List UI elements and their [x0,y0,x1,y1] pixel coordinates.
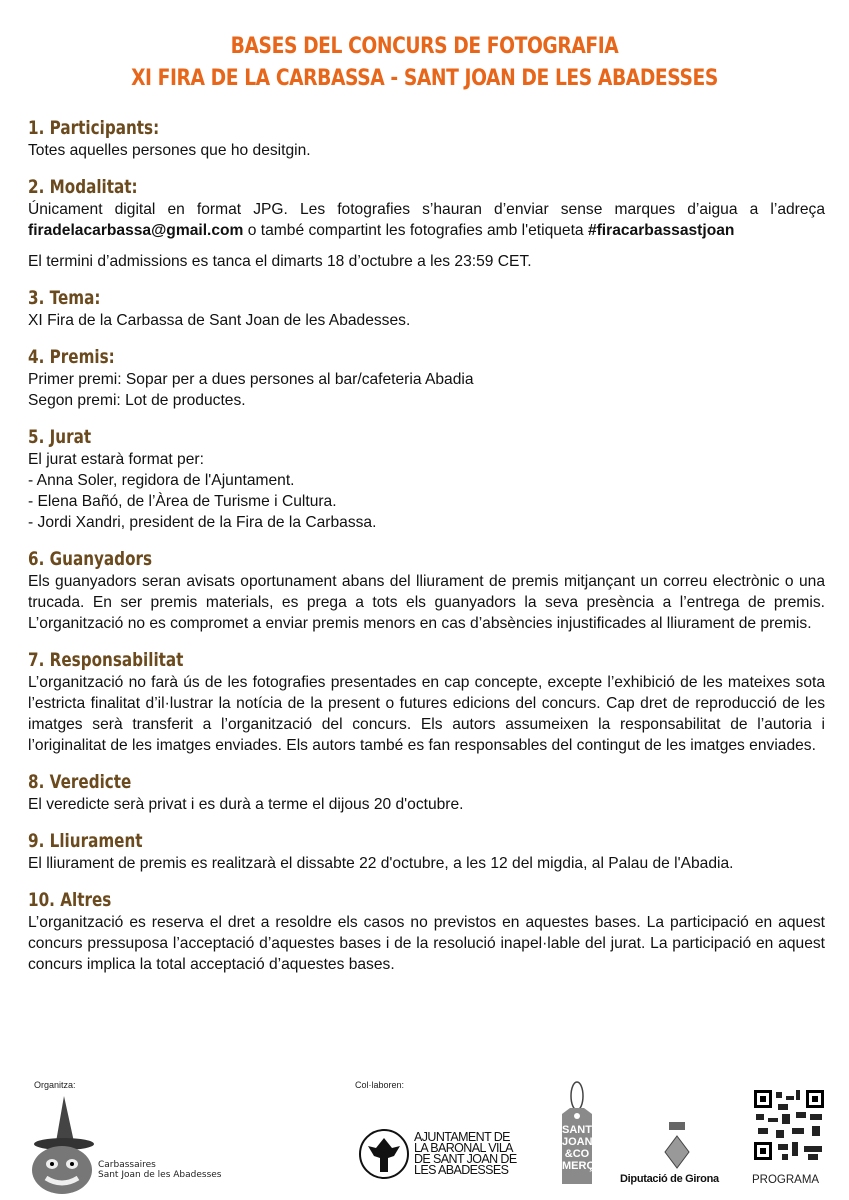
section-heading: 3. Tema: [28,287,101,309]
deadline-text: El termini d’admissions es tanca el dimarts 18 d’octubre a les 23:59 CET. [28,253,532,270]
section-heading: 8. Veredicte [28,771,132,793]
logo-text: DE SANT JOAN DE [414,1152,517,1166]
section-text [28,199,825,241]
organitza-label: Organitza: [34,1080,76,1090]
jury-line: - Anna Soler, regidora de l'Ajuntament. [28,472,295,489]
section-heading: 4. Premis: [28,346,115,368]
section-text: L’organització no farà ús de les fotografies presentades en cap concepte, excepte l’exhibició de les mateixes sota l’estricta finalitat d’il·lustrar la notícia de la present o futures edicions del concurs. Cap dret de reproducció de les imatges serà transferit a l’organització del concurs. Els autors assumeixen la responsabilitat de l’autoria i l’originalitat de les imatges enviades. Els autors també es fan responsables del contingut de les imatges enviades. [28,674,825,754]
eagle-shield-icon [358,1128,410,1185]
qr-code[interactable] [752,1088,826,1167]
prize-line: Primer premi: Sopar per a dues persones al bar/cafeteria Abadia [28,371,474,388]
logo-text: AJUNTAMENT DE [414,1130,510,1144]
section-responsabilitat [28,648,825,756]
comerc-tag-logo [552,1080,602,1195]
logo-text: Sant Joan de les Abadesses [98,1170,222,1180]
section-heading: 2. Modalitat: [28,176,138,198]
jury-line: - Elena Bañó, de l’Àrea de Turisme i Cultura. [28,493,337,510]
logo-text: SANT [562,1124,592,1136]
section-premis [28,345,825,411]
section-participants [28,116,825,161]
email-address: firadelacarbassa@gmail.com [28,222,244,239]
logo-text: LES ABADESSES [414,1163,509,1177]
title-line-1: BASES DEL CONCURS DE FOTOGRAFIA [230,34,619,59]
text: Únicament digital en format JPG. Les fotografies s’hauran d’enviar sense marques d’aigua a l’adreça [28,201,825,218]
section-text: XI Fira de la Carbassa de Sant Joan de les Abadesses. [28,312,411,329]
rules-content [28,116,825,989]
section-altres [28,888,825,975]
section-heading: 6. Guanyadors [28,548,153,570]
section-heading: 1. Participants: [28,117,160,139]
section-lliurament [28,829,825,874]
section-heading: 5. Jurat [28,426,92,448]
footer-sponsors [0,1078,849,1200]
section-heading: 7. Responsabilitat [28,649,184,671]
title-line-2: XI FIRA DE LA CARBASSA - SANT JOAN DE LES ABADESSES [131,66,718,91]
ajuntament-logo-text [414,1132,517,1176]
logo-text: &CO [564,1148,590,1160]
diputacio-crest-icon [663,1120,691,1175]
carbassaires-name [98,1160,222,1180]
jury-line: El jurat estarà format per: [28,451,204,468]
text: o també compartint les fotografies amb l'etiqueta [243,222,588,239]
section-text: El veredicte serà privat i es durà a terme el dijous 20 d'octubre. [28,796,464,813]
section-jurat [28,425,825,533]
section-tema [28,286,825,331]
prize-line: Segon premi: Lot de productes. [28,392,246,409]
document-title [0,31,849,95]
logo-text: LA BARONAL VILA [414,1141,513,1155]
pumpkin-witch-logo [22,1092,102,1200]
diputacio-label: Diputació de Girona [620,1173,719,1185]
section-text: Totes aquelles persones que ho desitgin. [28,142,311,159]
logo-text: MERÇ [562,1160,595,1172]
section-text: Els guanyadors seran avisats oportunament abans del lliurament de premis mitjançant un correu electrònic o una trucada. En ser premis materials, es prega a tots els guanyadors la seva presència a l’entrega de premis. L’organització no es compromet a enviar premis menors en cas d’absències injustificades al lliurament de premis. [28,573,825,632]
section-veredicte [28,770,825,815]
section-text: El lliurament de premis es realitzarà el dissabte 22 d'octubre, a les 12 del migdia, al Palau de l'Abadia. [28,855,734,872]
logo-text: Carbassaires [98,1160,156,1170]
hashtag: #firacarbassastjoan [587,222,735,239]
logo-text: JOAN [562,1136,593,1148]
section-text: L’organització es reserva el dret a resoldre els casos no previstos en aquestes bases. La participació en aquest concurs pressuposa l’acceptació d’aquestes bases i de la resolució inapel·lable del jurat. La participació en aquest concurs implica la total acceptació d’aquestes bases. [28,914,825,973]
section-heading: 9. Lliurament [28,830,143,852]
section-guanyadors [28,547,825,634]
programa-label: PROGRAMA [752,1174,820,1186]
colaboren-label: Col·laboren: [355,1080,405,1090]
jury-line: - Jordi Xandri, president de la Fira de la Carbassa. [28,514,377,531]
section-modalitat [28,175,825,272]
section-heading: 10. Altres [28,889,112,911]
